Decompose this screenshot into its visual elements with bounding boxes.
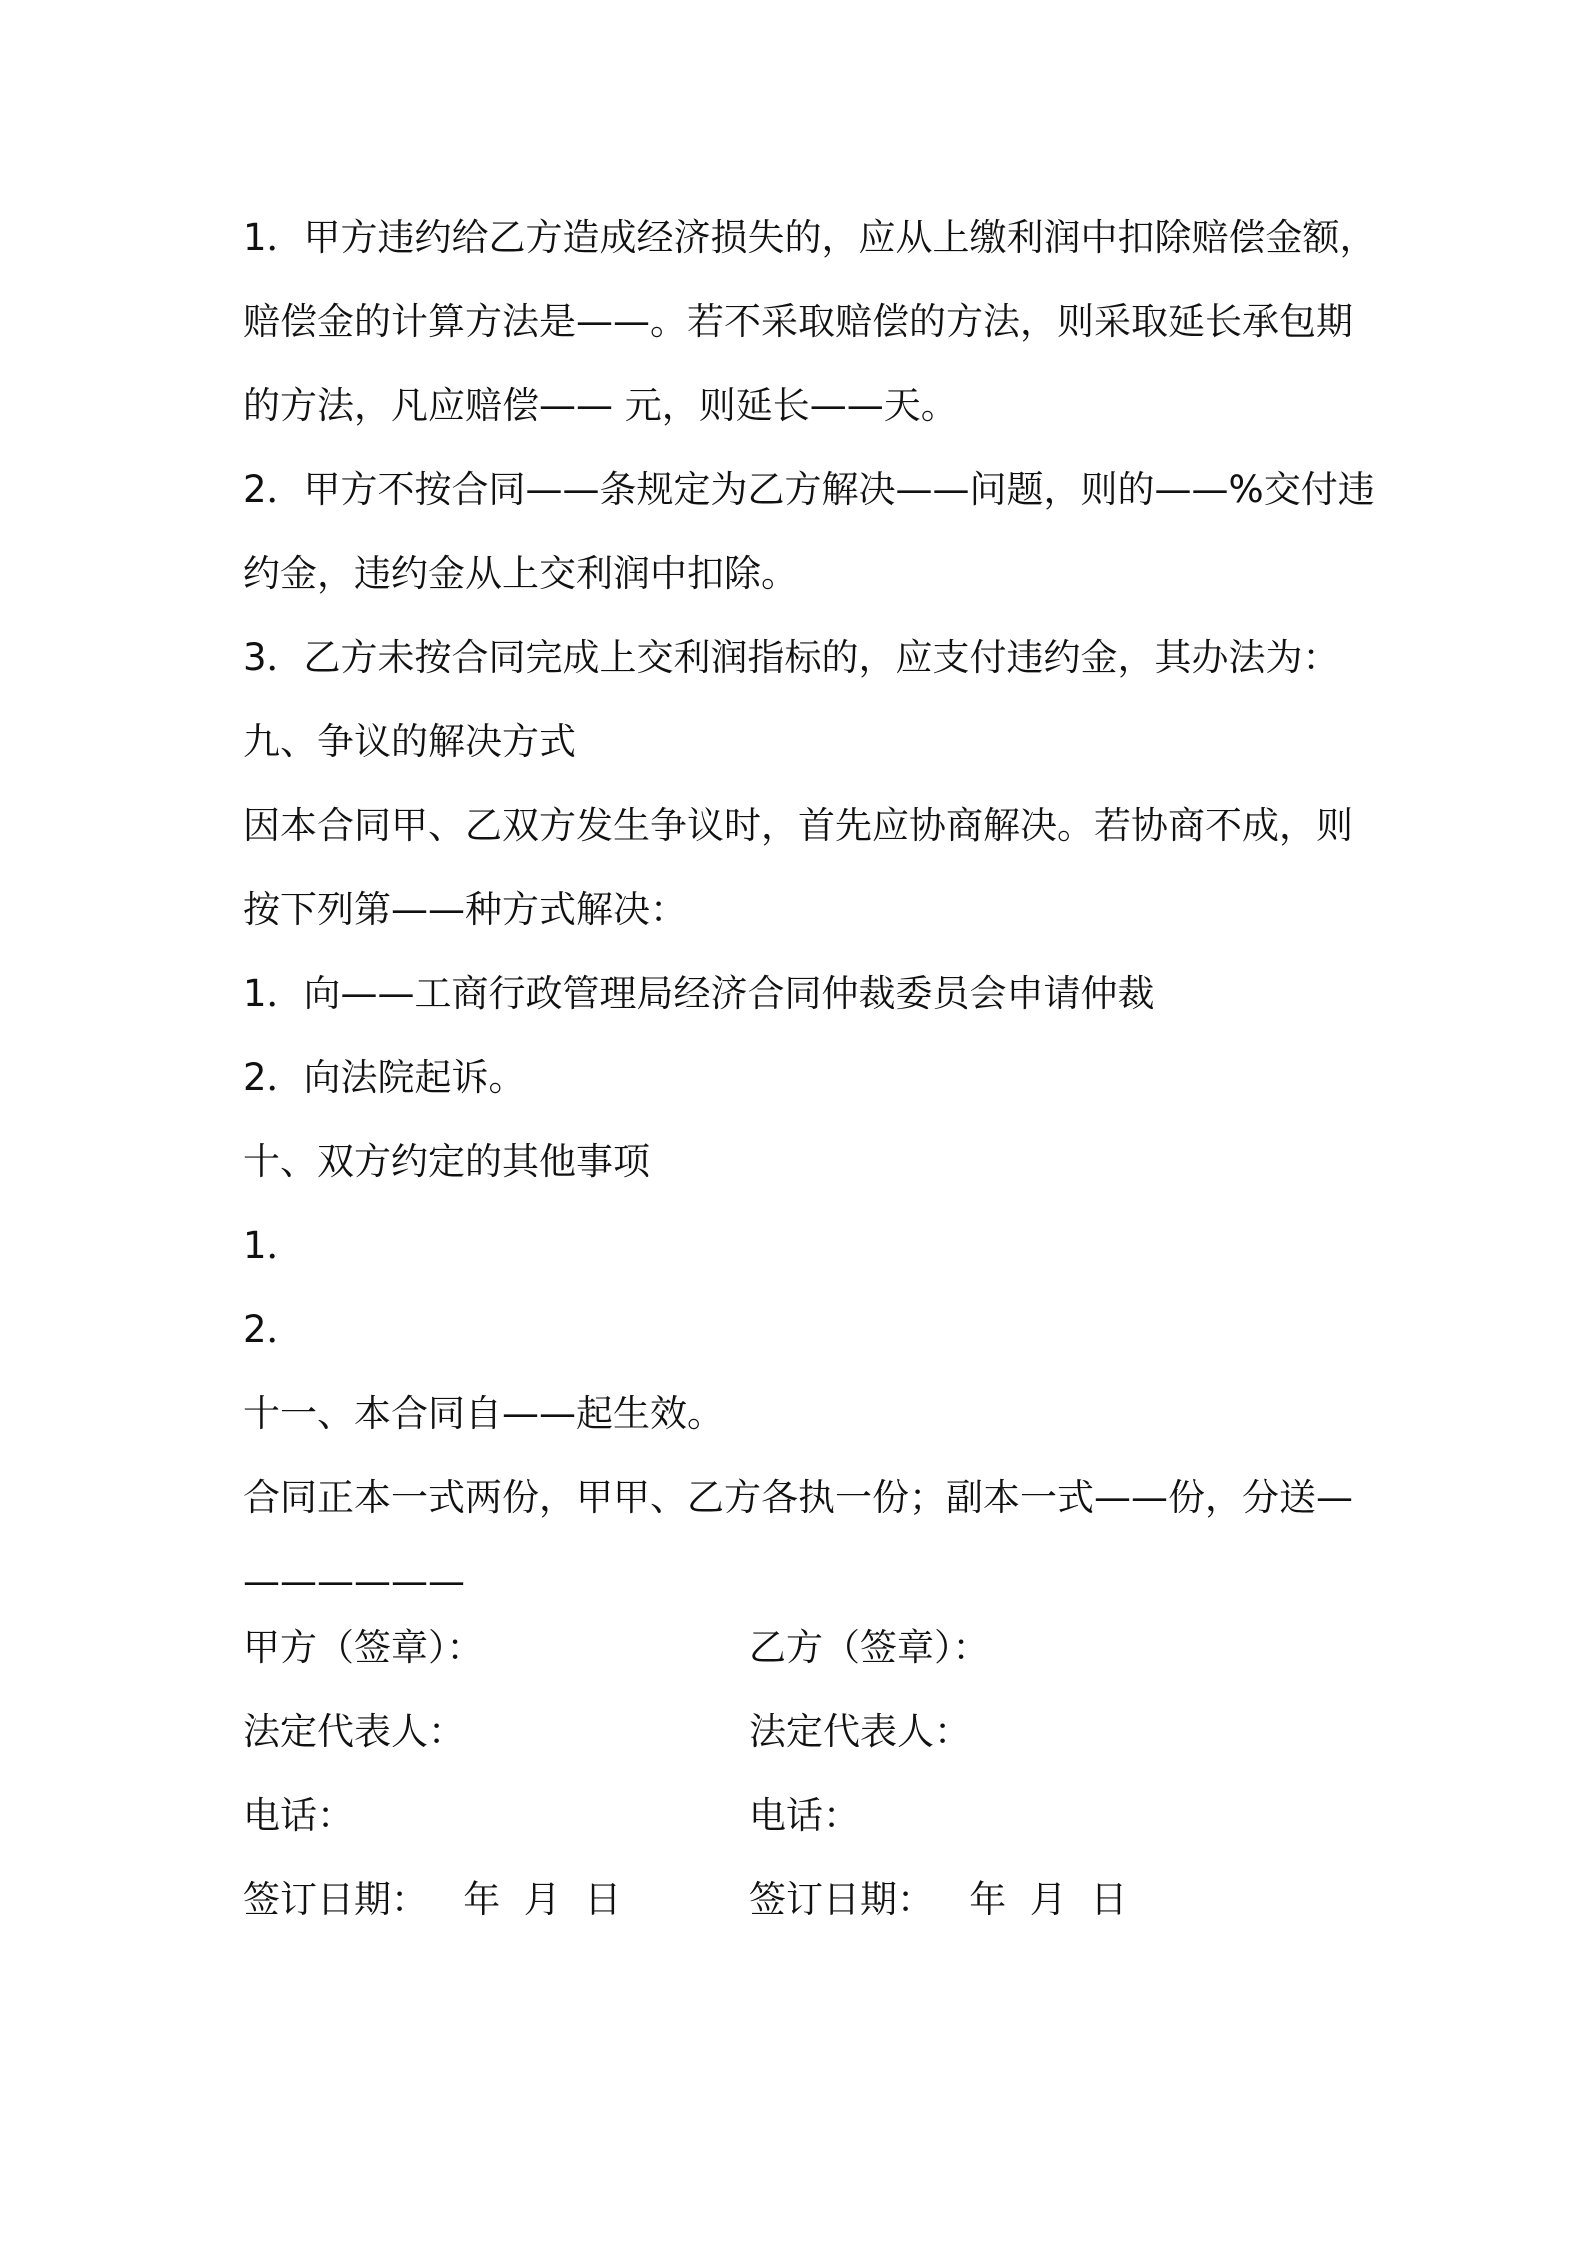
clause-line: 按下列第——种方式解决： (243, 888, 687, 931)
clause-line: 因本合同甲、乙双方发生争议时，首先应协商解决。若协商不成，则 (243, 804, 1353, 847)
signature-block (243, 1606, 1373, 1942)
party-b-date-label: 签订日期： 年 月 日 (749, 1878, 1128, 1921)
party-b-rep-label: 法定代表人： (749, 1710, 971, 1753)
clause-line: 的方法，凡应赔偿—— 元，则延长——天。 (243, 384, 958, 427)
clause-line: 2．向法院起诉。 (243, 1056, 526, 1099)
section-heading: 十一、本合同自——起生效。 (243, 1392, 724, 1435)
party-a-rep-label: 法定代表人： (243, 1710, 465, 1753)
clause-line: 2．甲方不按合同——条规定为乙方解决——问题，则的——%交付违 (243, 468, 1375, 511)
clause-line: 约金，违约金从上交利润中扣除。 (243, 552, 798, 595)
section-heading: 九、争议的解决方式 (243, 720, 576, 763)
clause-line: 1．向——工商行政管理局经济合同仲裁委员会申请仲裁 (243, 972, 1155, 1015)
phone-row (243, 1774, 1373, 1858)
clause-line: 1．甲方违约给乙方造成经济损失的，应从上缴利润中扣除赔偿金额， (243, 216, 1377, 259)
party-a-date-label: 签订日期： 年 月 日 (243, 1878, 622, 1921)
representative-row (243, 1690, 1373, 1774)
party-a-phone-label: 电话： (243, 1794, 354, 1837)
party-b-phone-label: 电话： (749, 1794, 860, 1837)
contract-body (243, 196, 1377, 1624)
clause-line: 合同正本一式两份，甲甲、乙方各执一份；副本一式——份，分送— (243, 1476, 1353, 1519)
clause-line: 1． (243, 1224, 304, 1267)
clause-line: 赔偿金的计算方法是——。若不采取赔偿的方法，则采取延长承包期 (243, 300, 1353, 343)
date-row (243, 1858, 1373, 1942)
section-heading: 十、双方约定的其他事项 (243, 1140, 650, 1183)
party-a-seal-label: 甲方（签章）： (243, 1626, 484, 1669)
seal-row (243, 1606, 1373, 1690)
party-b-seal-label: 乙方（签章）： (749, 1626, 990, 1669)
clause-line: 2． (243, 1308, 304, 1351)
clause-line: 3．乙方未按合同完成上交利润指标的，应支付违约金，其办法为： (243, 636, 1340, 679)
clause-line: —————— (243, 1560, 465, 1603)
